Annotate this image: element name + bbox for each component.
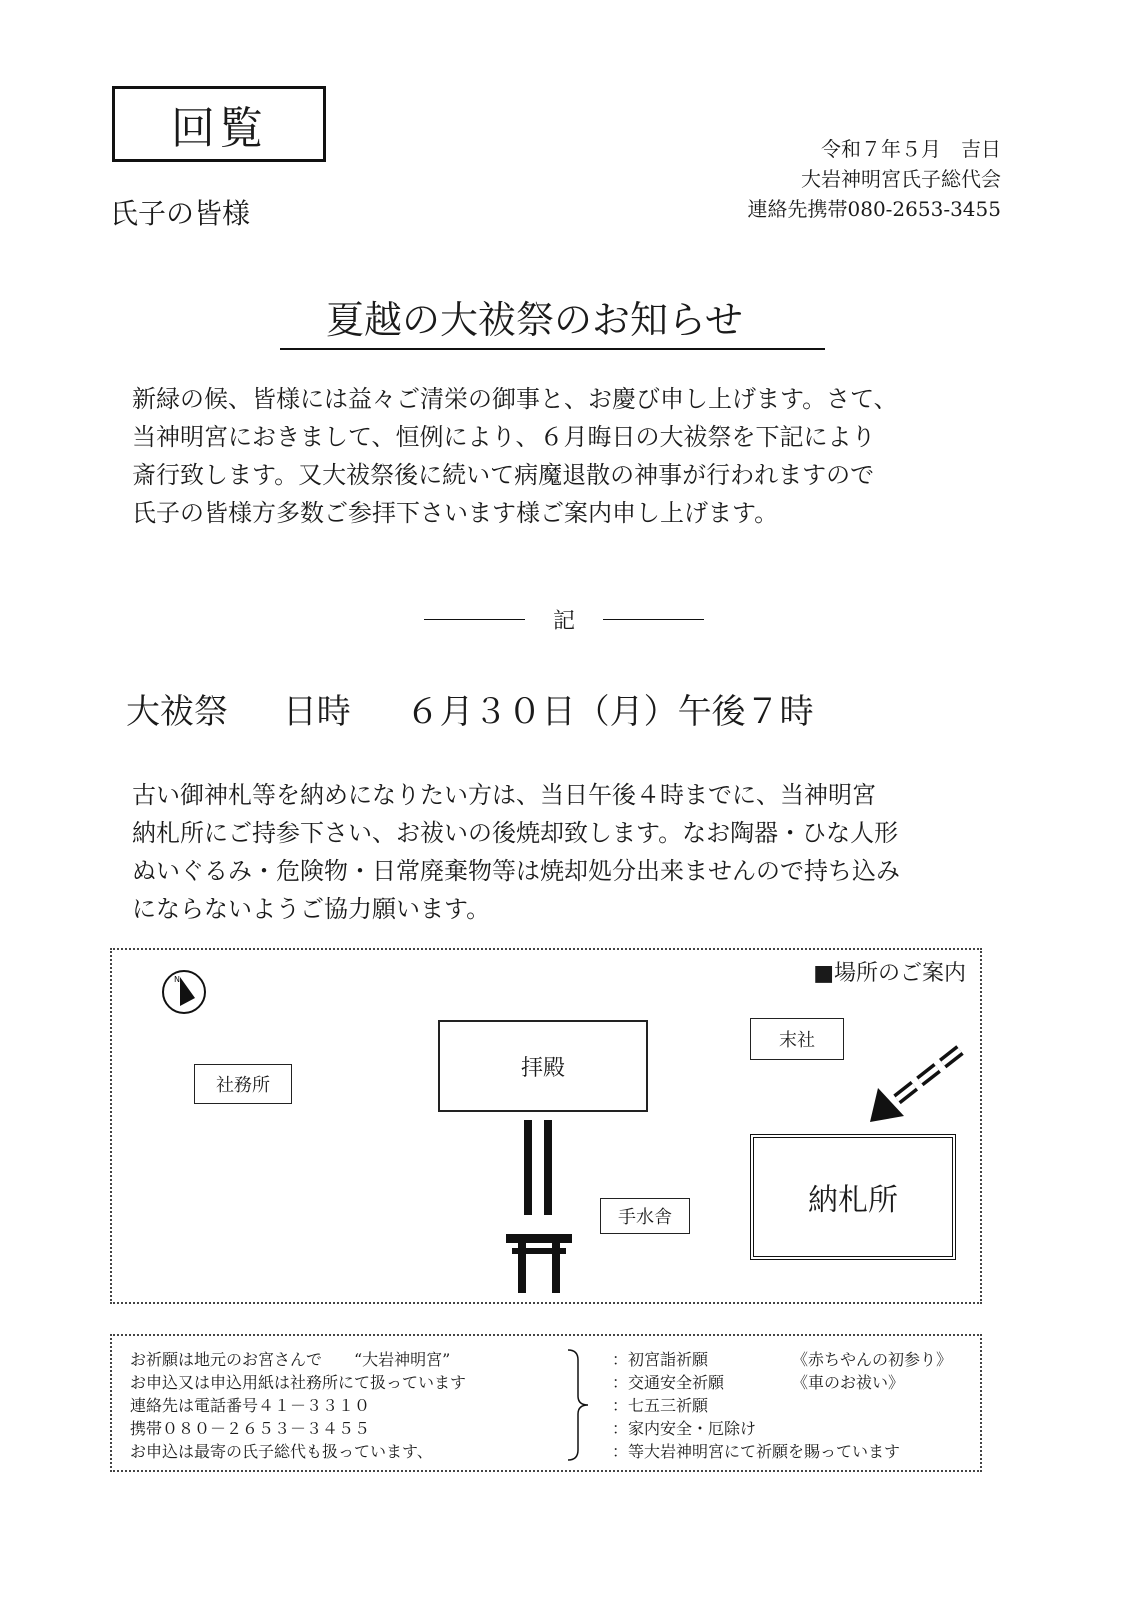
prayer-info-box [110,1334,982,1472]
intro-line: 新緑の候、皆様には益々ご清栄の御事と、お慶び申し上げます。さて、 [132,385,898,413]
info-line: お申込は最寄の氏子総代も扱っています、 [130,1442,433,1461]
nousatsusho-building [750,1134,956,1260]
temizuya-building [600,1198,690,1234]
prayer-row [612,1440,952,1463]
event-datetime-label: 日時 [282,692,351,732]
event-line [126,684,814,733]
compass-icon [160,968,210,1014]
issue-date: 令和７年５月 吉日 [821,137,1001,161]
massha-label: 末社 [779,1030,815,1051]
ki-separator [424,604,704,635]
prayer-row [612,1417,952,1440]
prayer-list [612,1348,952,1463]
location-map [110,948,982,1304]
info-line: 連絡先は電話番号４１－３３１０ [130,1396,371,1415]
prayer-note: 《赤ちやんの初参り》 [792,1350,953,1369]
addressee: 氏子の皆様 [110,197,251,230]
intro-line: 当神明宮におきまして、恒例により、６月晦日の大祓祭を下記により [132,423,876,451]
prayer-item: ：交通安全祈願 [612,1373,725,1392]
separator-line-left [424,619,525,620]
shamusho-building [194,1064,292,1104]
torii-gate-icon [504,1232,574,1294]
intro-line: 斎行致します。又大祓祭後に続いて病魔退散の神事が行われますので [132,461,875,489]
map-heading: ■場所のご案内 [813,961,966,986]
notice-line: ぬいぐるみ・危険物・日常廃棄物等は焼却処分出来ませんので持ち込み [132,857,900,885]
intro-paragraph [132,380,898,532]
brace-icon [564,1348,594,1462]
prayer-item: ：家内安全・厄除け [612,1419,757,1438]
approach-path-left [524,1120,532,1215]
notice-line: にならないようご協力願います。 [132,895,491,923]
temizuya-label: 手水舎 [618,1207,672,1228]
prayer-row [612,1394,952,1417]
issuer-contact: 連絡先携帯080-2653-3455 [747,197,1001,221]
page-title: 夏越の大祓祭のお知らせ [280,296,825,350]
issuer-organization: 大岩神明宮氏子総代会 [801,167,1001,191]
info-line: お申込又は申込用紙は社務所にて扱っています [130,1373,467,1392]
prayer-row [612,1371,952,1394]
compass-north-label: N [174,975,180,984]
notice-line: 納札所にご持参下さい、お祓いの後焼却致します。なお陶器・ひな人形 [132,819,899,847]
prayer-row [612,1348,952,1371]
prayer-info-left [130,1348,466,1463]
nousatsusho-label: 納札所 [808,1183,898,1218]
circular-label-box [112,86,326,162]
notice-paragraph [132,776,900,928]
shamusho-label: 社務所 [216,1075,270,1096]
prayer-item: ：等大岩神明宮にて祈願を賜っています [612,1442,901,1461]
prayer-item: ：初宮詣祈願 [612,1350,709,1369]
intro-line: 氏子の皆様方多数ご参拝下さいます様ご案内申し上げます。 [132,499,779,527]
haiden-label: 拝殿 [520,1055,565,1081]
prayer-item: ：七五三祈願 [612,1396,709,1415]
separator-line-right [603,619,704,620]
info-line: お祈願は地元のお宮さんで “大岩神明宮” [130,1350,451,1369]
massha-building [750,1018,844,1060]
approach-path-right [544,1120,552,1215]
issuer-block [748,134,1002,224]
info-line: 携帯０８０－２６５３－３４５５ [130,1419,371,1438]
circular-label: 回覧 [171,103,267,154]
arrow-icon [864,1042,974,1132]
notice-line: 古い御神札等を納めになりたい方は、当日午後４時までに、当神明宮 [132,781,876,809]
prayer-note: 《車のお祓い》 [792,1373,905,1392]
haiden-building [438,1020,648,1112]
event-name: 大祓祭 [126,692,228,732]
ki-label: 記 [553,609,576,634]
event-datetime: ６月３０日（月）午後７時 [405,692,814,732]
